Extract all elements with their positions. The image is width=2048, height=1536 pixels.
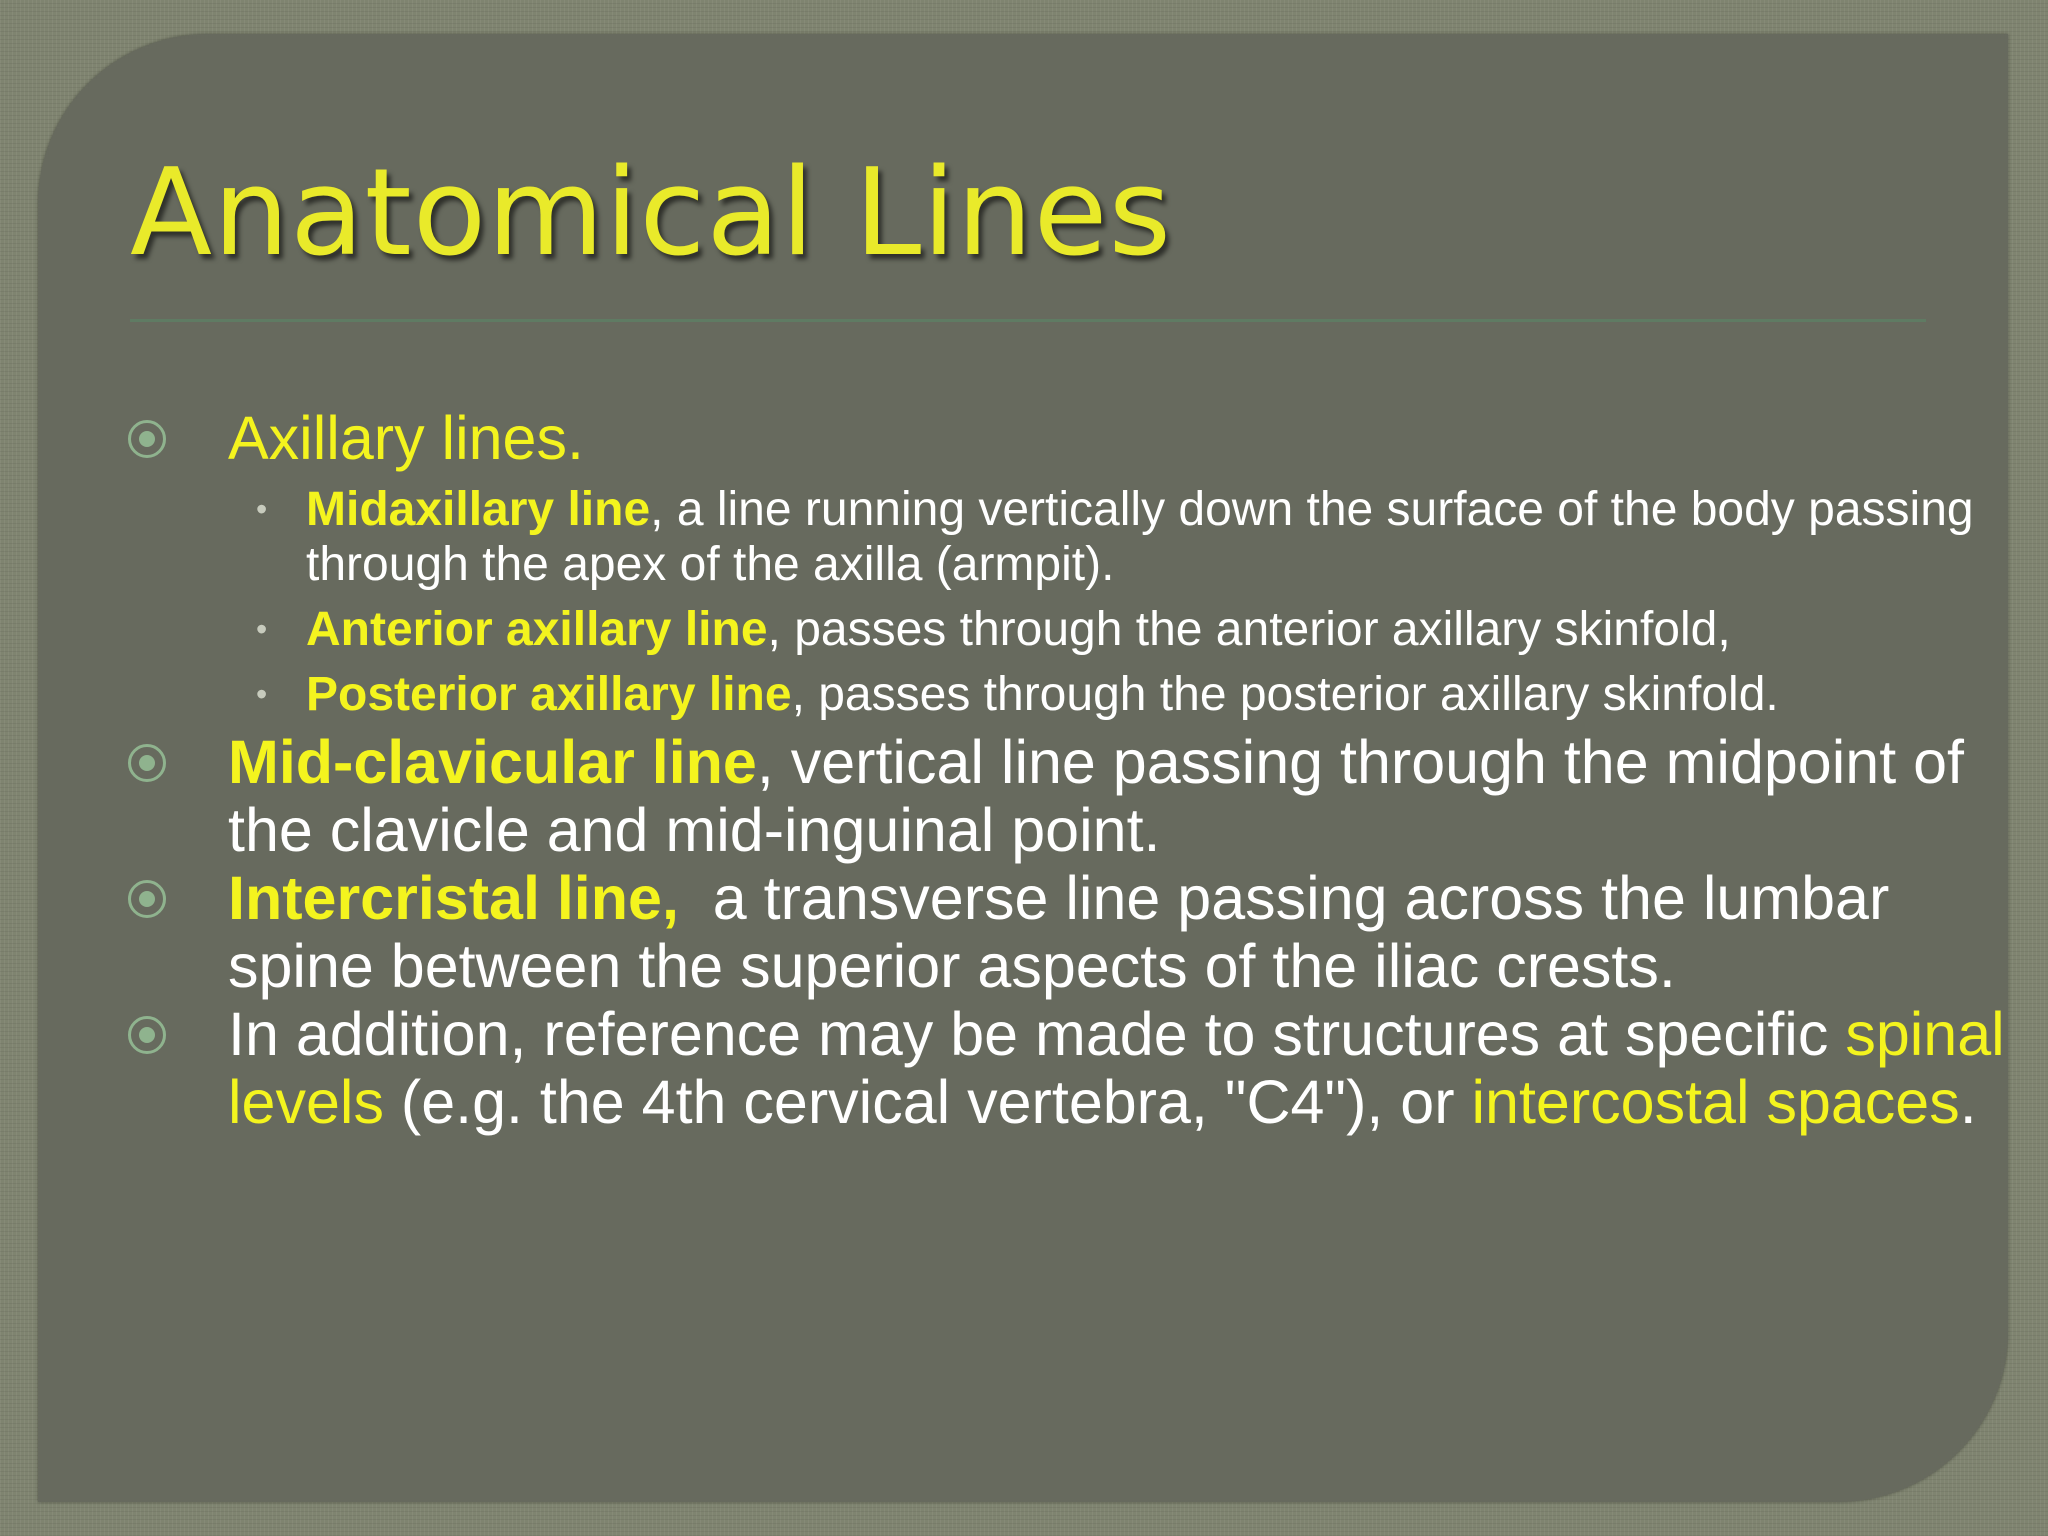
- definition: , passes through the anterior axillary skinfold,: [767, 603, 1731, 656]
- text-part: (e.g. the 4th cervical vertebra, "C4"), or: [383, 1068, 1472, 1136]
- slide-title: Anatomical Lines: [130, 144, 1172, 283]
- small-dot-bullet-icon: •: [256, 491, 268, 527]
- sub-item-anterior-axillary: [228, 602, 2018, 657]
- small-dot-bullet-icon: •: [256, 676, 268, 712]
- circled-dot-bullet-icon: [128, 420, 166, 458]
- definition: , vertical line passing through the midpoint of the clavicle and mid-inguinal point.: [228, 728, 1964, 864]
- bullet-item-intercristal: [128, 864, 2018, 1000]
- bullet-item-mid-clavicular: [128, 728, 2018, 864]
- link-intercostal-spaces[interactable]: intercostal spaces: [1471, 1068, 1960, 1136]
- circled-dot-bullet-icon: [128, 880, 166, 918]
- item-text: Axillary lines.: [228, 404, 584, 472]
- definition: , passes through the posterior axillary skinfold.: [791, 668, 1779, 721]
- circled-dot-bullet-icon: [128, 1016, 166, 1054]
- text-part: In addition, reference may be made to structures at specific: [228, 1000, 1846, 1068]
- term: Anterior axillary line: [306, 603, 768, 656]
- bullet-item-in-addition: [128, 1000, 2018, 1136]
- text-part: .: [1959, 1068, 1977, 1136]
- bullet-item-axillary: [128, 404, 2018, 722]
- sub-item-posterior-axillary: [228, 667, 2018, 722]
- small-dot-bullet-icon: •: [256, 611, 268, 647]
- term: Mid-clavicular line: [228, 728, 757, 796]
- definition: a transverse line passing across the lumbar spine between the superior aspects of the iliac crests.: [228, 864, 1907, 1000]
- sub-item-midaxillary: [228, 482, 2018, 592]
- term: Midaxillary line: [306, 483, 651, 536]
- slide-panel: [38, 34, 2008, 1502]
- term: Posterior axillary line: [306, 668, 792, 721]
- title-divider: [130, 319, 1926, 322]
- slide-content: [128, 404, 2018, 1136]
- link-spinal-levels[interactable]: spinal levels: [228, 1000, 2005, 1136]
- definition: , a line running vertically down the surface of the body passing through the apex of the axilla (armpit).: [306, 483, 1974, 591]
- circled-dot-bullet-icon: [128, 744, 166, 782]
- sub-bullet-list: [228, 482, 2018, 722]
- term: Intercristal line,: [228, 864, 679, 932]
